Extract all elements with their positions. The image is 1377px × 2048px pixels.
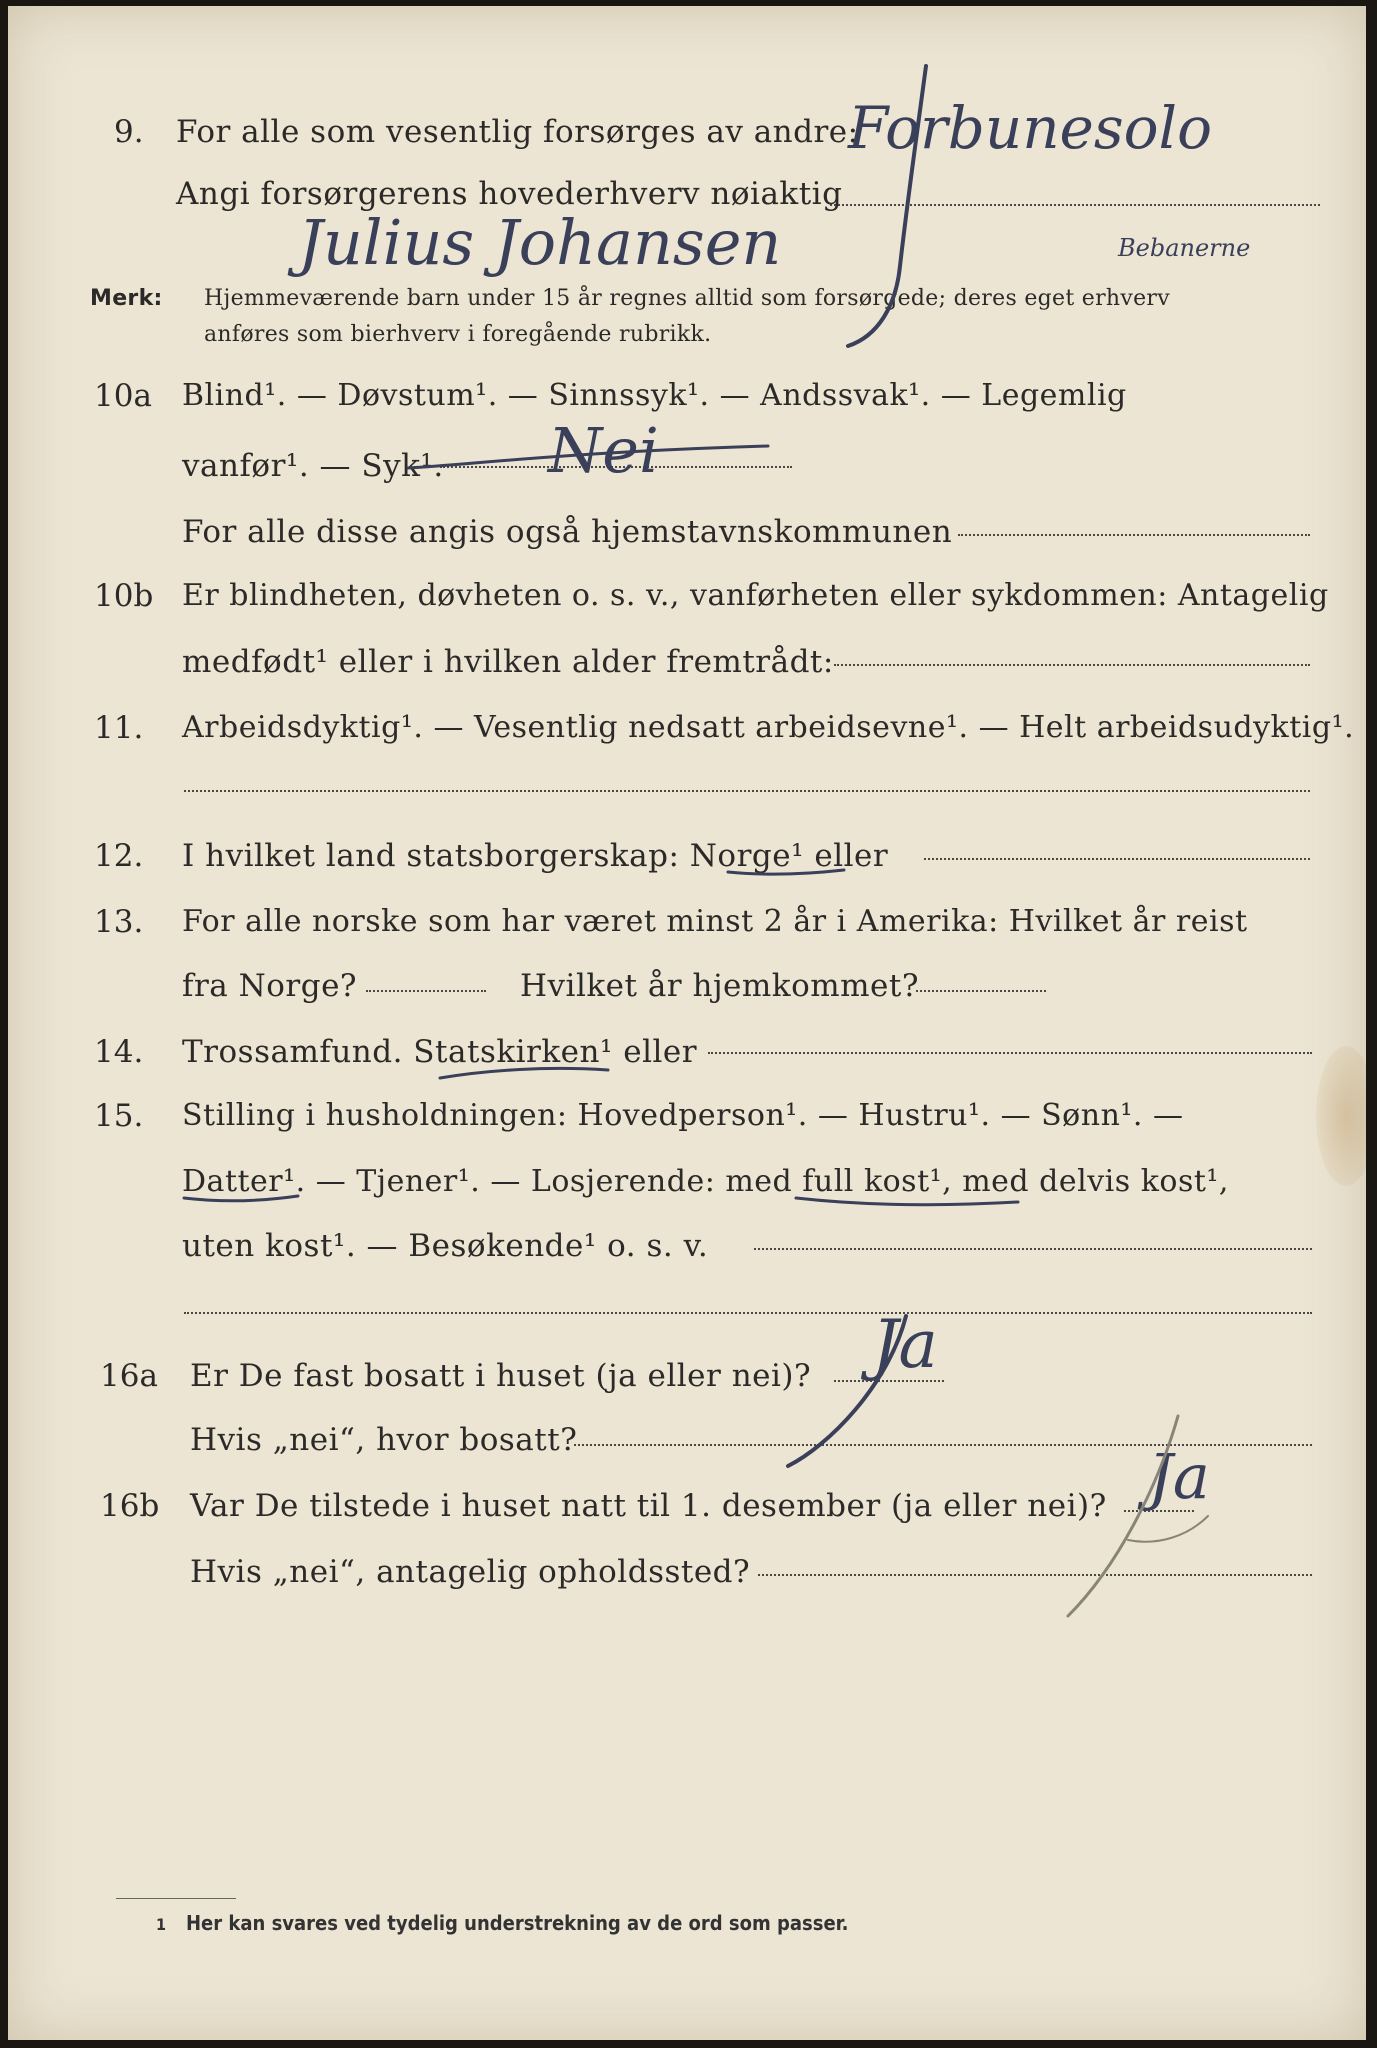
q9-number: 9. [114,114,144,150]
q9-line2: Angi forsørgerens hovederhverv nøiaktig [176,176,843,212]
q11-line1: Arbeidsdyktig¹. — Vesentlig nedsatt arbeidsevne¹. — Helt arbeidsudyktig¹. [182,710,1355,745]
footnote-rule [116,1898,236,1899]
q15-number: 15. [94,1098,144,1134]
q16b-line1: Var De tilstede i huset natt til 1. desember (ja eller nei)? [190,1488,1107,1524]
q9-answer-line [830,204,1320,206]
q11-number: 11. [94,710,144,746]
q13-line2b: Hvilket år hjemkommet? [520,968,919,1004]
q12-line1: I hvilket land statsborgerskap: Norge¹ eller [182,838,889,874]
q16-pencil-mark [1128,1516,1208,1542]
q15-line3: uten kost¹. — Besøkende¹ o. s. v. [182,1228,709,1264]
merk-line2: anføres som bierhverv i foregående rubrikk. [204,322,712,347]
q16a-number: 16a [100,1358,158,1394]
footnote-text: Her kan svares ved tydelig understrekning av de ord som passer. [186,1911,849,1935]
q13-line1: For alle norske som har været minst 2 år i Amerika: Hvilket år reist [182,904,1248,939]
q16b-line2: Hvis „nei“, antagelig opholdssted? [190,1554,751,1590]
merk-line1: Hjemmeværende barn under 15 år regnes alltid som forsørgede; deres eget erhverv [204,286,1170,311]
q10a-number: 10a [94,378,152,414]
q12-number: 12. [94,838,144,874]
q16a-handwritten-answer: Ja [872,1306,938,1383]
q10b-line2: medfødt¹ eller i hvilken alder fremtrådt: [182,644,834,680]
census-form-page [8,6,1366,2040]
q14-answer-line [708,1052,1312,1054]
q15-extra-line [184,1312,1312,1314]
q10b-number: 10b [94,578,154,614]
q9-handwritten-extra: Bebanerne [1118,234,1251,262]
q11-answer-line [184,790,1310,792]
q16b-whereabouts-line [758,1574,1312,1576]
q13-left-norway-line [366,990,486,992]
q15-line1: Stilling i husholdningen: Hovedperson¹. — Hustru¹. — Sønn¹. — [182,1098,1184,1133]
q13-returned-line [916,990,1046,992]
q9-handwritten-occupation: Forbunesolo [848,94,1213,162]
q10b-answer-line [834,664,1310,666]
q16b-number: 16b [100,1488,160,1524]
q9-handwritten-name: Julius Johansen [298,206,782,279]
q13-line2a: fra Norge? [182,968,358,1004]
q16a-line1: Er De fast bosatt i huset (ja eller nei)? [190,1358,812,1394]
merk-note [90,284,163,314]
q12-answer-line [924,858,1310,860]
q10a-line3: For alle disse angis også hjemstavnskommunen [182,514,953,550]
q10a-line1: Blind¹. — Døvstum¹. — Sinnssyk¹. — Andssvak¹. — Legemlig [182,378,1127,413]
q16a-line2: Hvis „nei“, hvor bosatt? [190,1422,578,1458]
q15-answer-line [754,1248,1312,1250]
q10a-handwritten-answer: Nei [548,414,659,487]
q15-line2: Datter¹. — Tjener¹. — Losjerende: med full kost¹, med delvis kost¹, [182,1164,1229,1199]
q9-line1: For alle som vesentlig forsørges av andre: [176,114,859,150]
paper-stain [1316,1046,1366,1186]
q14-line1: Trossamfund. Statskirken¹ eller [182,1034,698,1070]
merk-label: Merk: [90,286,163,311]
q16b-handwritten-answer: Ja [1148,1440,1210,1513]
q13-number: 13. [94,904,144,940]
q10b-line1: Er blindheten, døvheten o. s. v., vanførheten eller sykdommen: Antagelig [182,578,1329,613]
q14-number: 14. [94,1034,144,1070]
footnote-marker: 1 [156,1915,167,1934]
q10a-home-municipality-line [958,534,1310,536]
q10a-line2: vanfør¹. — Syk¹. [182,448,444,484]
